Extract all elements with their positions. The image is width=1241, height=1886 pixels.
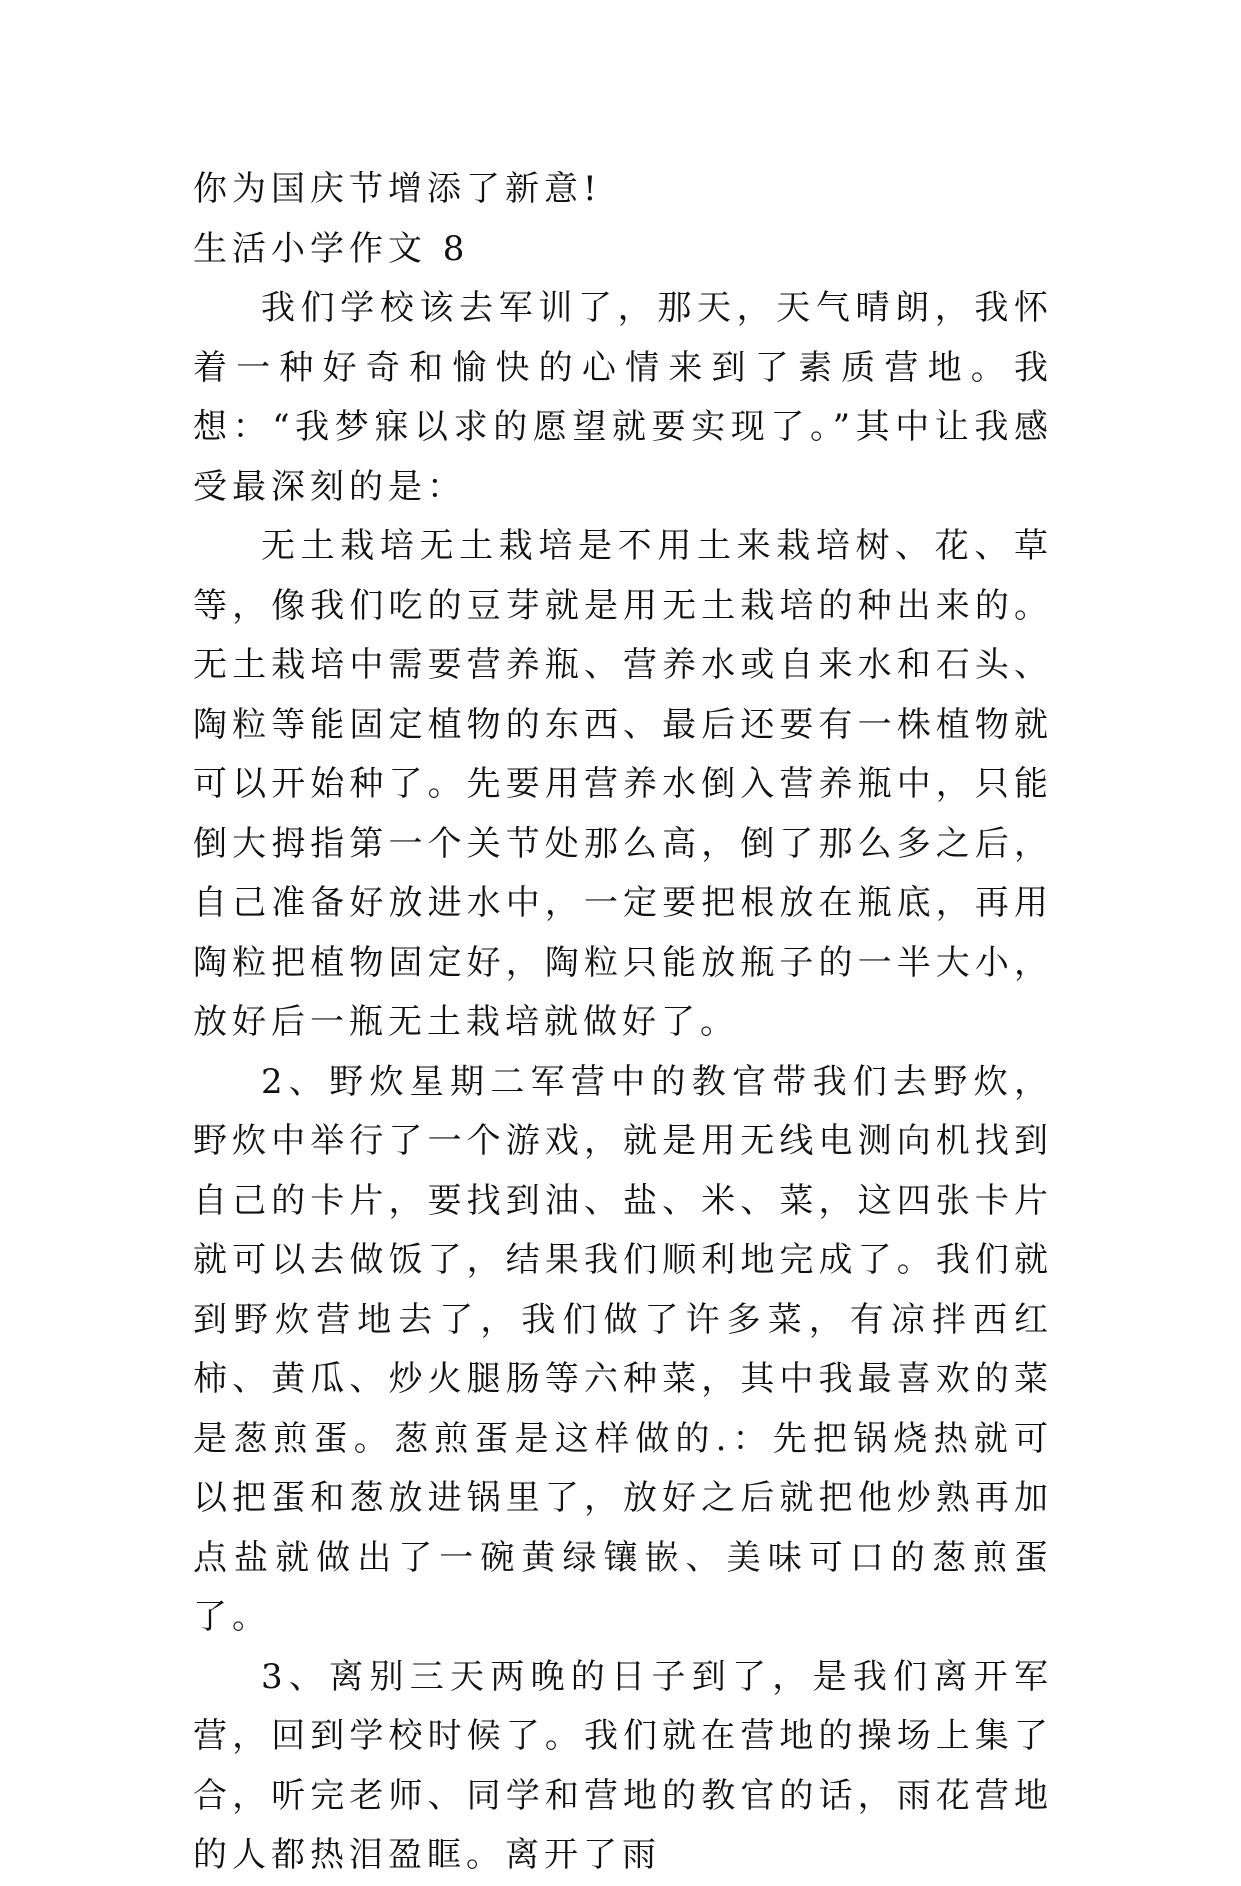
paragraph-3: 2、野炊星期二军营中的教官带我们去野炊，野炊中举行了一个游戏，就是用无线电测向机找到自己的卡片，要找到油、盐、米、菜，这四张卡片就可以去做饭了，结果我们顺利地完成了。我们就到野炊营地去了，我们做了许多菜，有凉拌西红柿、黄瓜、炒火腿肠等六种菜，其中我最喜欢的菜是葱煎蛋。葱煎蛋是这样做的.：先把锅烧热就可以把蛋和葱放进锅里了，放好之后就把他炒熟再加点盐就做出了一碗黄绿镶嵌、美味可口的葱煎蛋了。: [193, 1061, 1053, 1637]
paragraph-4: 3、离别三天两晚的日子到了，是我们离开军营，回到学校时候了。我们就在营地的操场上集了合，听完老师、同学和营地的教官的话，雨花营地的人都热泪盈眶。离开了雨: [193, 1656, 1053, 1875]
document-body: [193, 160, 1053, 1886]
paragraph-2: 无土栽培无土栽培是不用土来栽培树、花、草等，像我们吃的豆芽就是用无土栽培的种出来的。无土栽培中需要营养瓶、营养水或自来水和石头、陶粒等能固定植物的东西、最后还要有一株植物就可以开始种了。先要用营养水倒入营养瓶中，只能倒大拇指第一个关节处那么高，倒了那么多之后，自己准备好放进水中，一定要把根放在瓶底，再用陶粒把植物固定好，陶粒只能放瓶子的一半大小，放好后一瓶无土栽培就做好了。: [193, 526, 1053, 1042]
intro-line: 你为国庆节增添了新意!: [193, 169, 602, 209]
essay-title: 生活小学作文 8: [193, 228, 470, 269]
paragraph-1: 我们学校该去军训了，那天，天气晴朗，我怀着一种好奇和愉快的心情来到了素质营地。我想：“我梦寐以求的愿望就要实现了。”其中让我感受最深刻的是：: [193, 288, 1053, 507]
